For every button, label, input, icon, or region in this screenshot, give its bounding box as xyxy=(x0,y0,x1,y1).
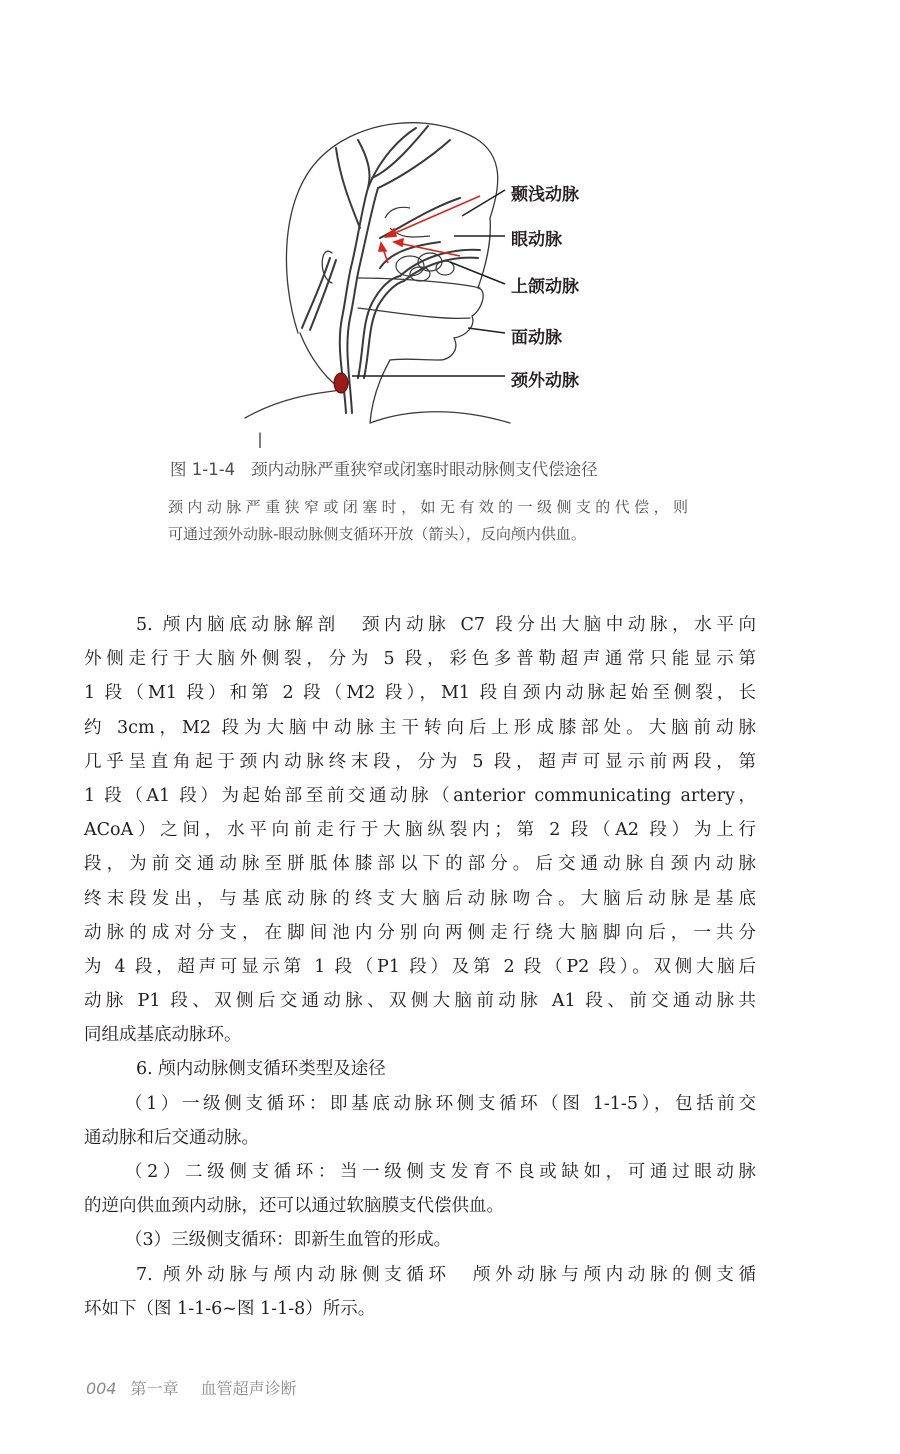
paragraph-line: 的逆向供血颈内动脉，还可以通过软脑膜支代偿供血。 xyxy=(84,1196,504,1217)
body-text xyxy=(84,608,756,1326)
paragraph-line: 终末段发出，与基底动脉的终支大脑后动脉吻合。大脑后动脉是基底 xyxy=(84,888,756,909)
paragraph-line: 约 3cm，M2 段为大脑中动脉主干转向后上形成膝部处。大脑前动脉 xyxy=(84,717,756,738)
paragraph-line: 段，为前交通动脉至胼胝体膝部以下的部分。后交通动脉自颈内动脉 xyxy=(84,854,756,875)
section-heading: 6. 颅内动脉侧支循环类型及途径 xyxy=(136,1059,386,1080)
paragraph-line: 动脉的成对分支，在脚间池内分别向两侧走行绕大脑脚向后，一共分 xyxy=(84,922,756,943)
paragraph-line: ACoA）之间，水平向前走行于大脑纵裂内；第 2 段（A2 段）为上行 xyxy=(84,820,756,841)
paragraph-line: 几乎呈直角起于颈内动脉终末段，分为 5 段，超声可显示前两段，第 xyxy=(84,751,756,772)
paragraph-line: （1）一级侧支循环：即基底动脉环侧支循环（图 1-1-5），包括前交 xyxy=(125,1093,756,1114)
label-superficial-temporal-artery: 颞浅动脉 xyxy=(511,185,579,205)
paragraph-line: 通动脉和后交通动脉。 xyxy=(84,1127,259,1148)
paragraph-line: 1 段（M1 段）和第 2 段（M2 段），M1 段自颈内动脉起始至侧裂，长 xyxy=(84,683,756,704)
paragraph-line: 外侧走行于大脑外侧裂，分为 5 段，彩色多普勒超声通常只能显示第 xyxy=(84,649,756,670)
label-maxillary-artery: 上颌动脉 xyxy=(511,277,579,297)
figure-caption-description xyxy=(168,494,688,548)
paragraph-line: 动脉 P1 段、双侧后交通动脉、双侧大脑前动脉 A1 段、前交通动脉共 xyxy=(84,991,756,1012)
anatomy-figure xyxy=(240,78,660,448)
page-number: 004 xyxy=(86,1379,117,1398)
figure-number: 图 1-1-4 xyxy=(170,460,236,479)
figure-title: 颈内动脉严重狭窄或闭塞时眼动脉侧支代偿途径 xyxy=(251,460,598,479)
label-ophthalmic-artery: 眼动脉 xyxy=(511,230,562,250)
paragraph-line: （3）三级侧支循环：即新生血管的形成。 xyxy=(125,1230,452,1251)
paragraph-line: 5. 颅内脑底动脉解剖 颈内动脉 C7 段分出大脑中动脉，水平向 xyxy=(136,615,756,635)
figure-caption-title xyxy=(170,456,730,480)
paragraph-line: （2）二级侧支循环：当一级侧支发育不良或缺如，可通过眼动脉 xyxy=(125,1162,756,1182)
caption-line: 颈内动脉严重狭窄或闭塞时，如无有效的一级侧支的代偿，则 xyxy=(168,498,688,516)
chapter-title: 第一章 xyxy=(130,1379,179,1398)
paragraph-line: 7. 颅外动脉与颅内动脉侧支循环 颅外动脉与颅内动脉的侧支循 xyxy=(136,1264,756,1285)
chapter-section: 血管超声诊断 xyxy=(200,1379,297,1398)
label-facial-artery: 面动脉 xyxy=(511,328,562,348)
caption-line: 可通过颈外动脉-眼动脉侧支循环开放（箭头），反向颅内供血。 xyxy=(168,525,586,543)
head-artery-sketch xyxy=(240,78,660,448)
label-external-carotid-artery: 颈外动脉 xyxy=(511,371,579,391)
paragraph-line: 1 段（A1 段）为起始部至前交通动脉（anterior communicating artery， xyxy=(84,785,756,806)
paragraph-line: 同组成基底动脉环。 xyxy=(84,1025,242,1046)
page-footer xyxy=(86,1376,297,1399)
paragraph-line: 环如下（图 1-1-6~图 1-1-8）所示。 xyxy=(84,1298,376,1319)
paragraph-line: 为 4 段，超声可显示第 1 段（P1 段）及第 2 段（P2 段）。双侧大脑后 xyxy=(84,956,756,977)
